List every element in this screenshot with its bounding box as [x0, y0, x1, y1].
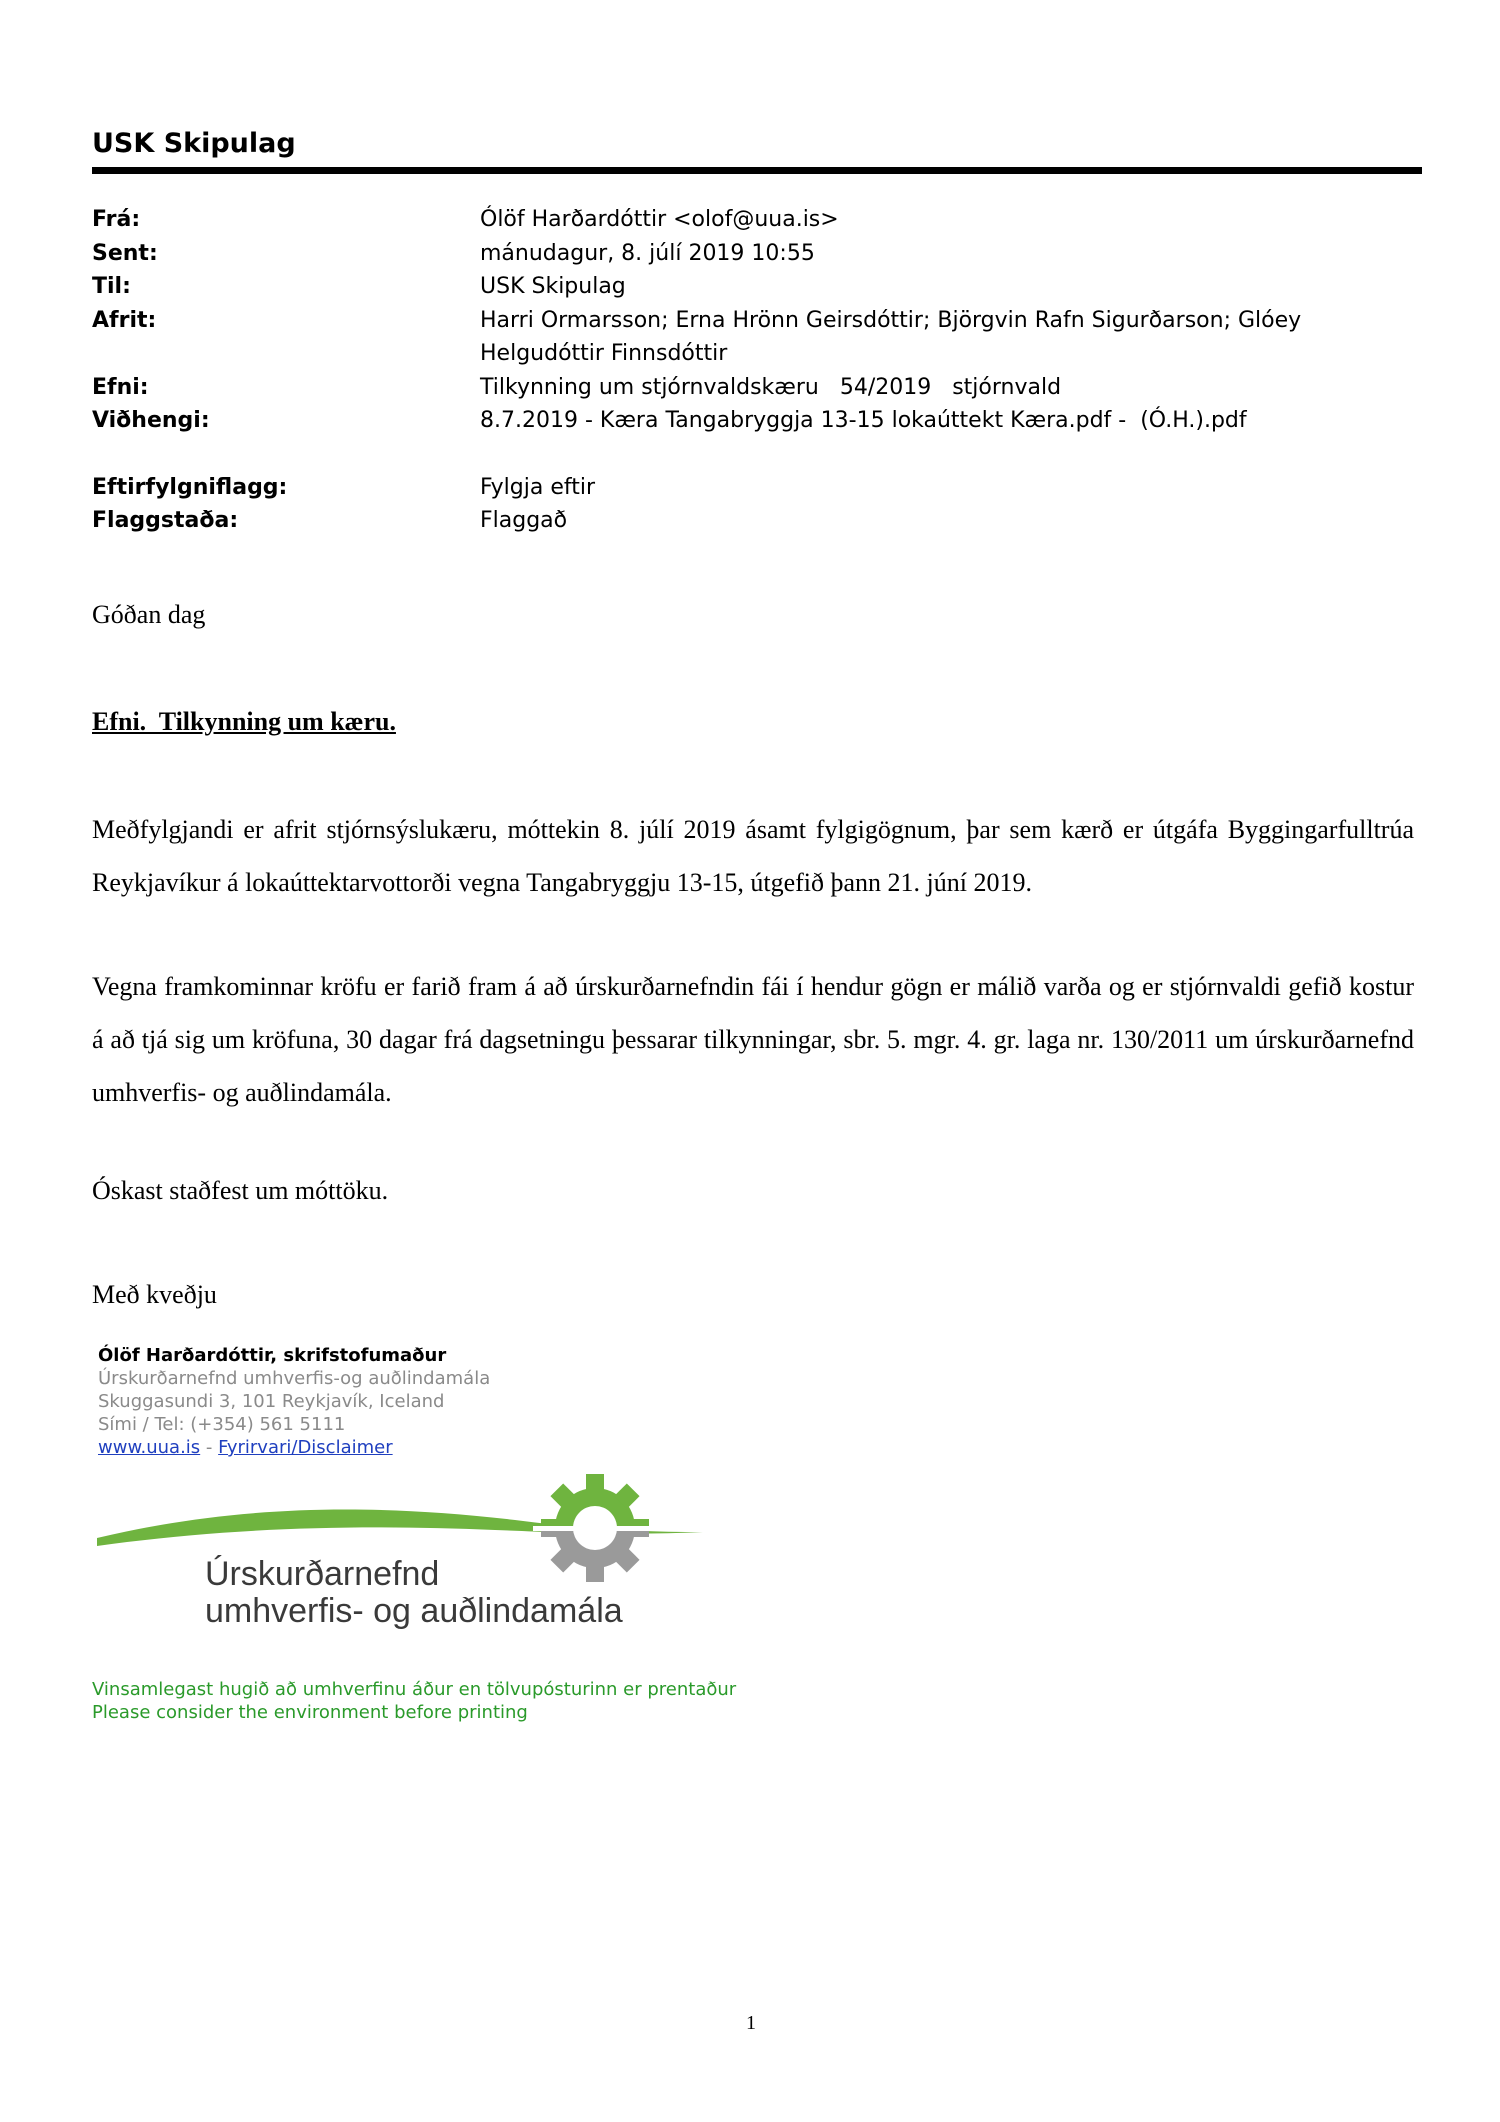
header-row-sent — [92, 237, 1422, 271]
environment-note-en: Please consider the environment before printing — [92, 1702, 528, 1723]
header-label-followup-flag: Eftirfylgniflagg: — [92, 474, 288, 500]
signature-address: Skuggasundi 3, 101 Reykjavík, Iceland — [98, 1391, 445, 1412]
header-row-to — [92, 270, 1422, 304]
header-label-subject: Efni: — [92, 374, 149, 400]
header-label-cc: Afrit: — [92, 307, 157, 333]
link-separator: - — [200, 1437, 219, 1458]
logo-text-line2: umhverfis- og auðlindamála — [205, 1592, 623, 1630]
header-row-flag-status — [92, 504, 1422, 538]
header-label-from: Frá: — [92, 207, 141, 232]
header-value-cc-line2: Helgudóttir Finnsdóttir — [480, 341, 728, 366]
header-value-from[interactable]: Ólöf Harðardóttir <olof@uua.is> — [480, 207, 839, 232]
header-row-cc — [92, 304, 1422, 371]
header-value-cc-line1: Harri Ormarsson; Erna Hrönn Geirsdóttir; Björgvin Rafn Sigurðarson; Glóey — [480, 307, 1302, 333]
signature-phone: Sími / Tel: (+354) 561 5111 — [98, 1414, 346, 1435]
body-subject-line: Efni. Tilkynning um kæru. — [92, 707, 396, 736]
signature-name: Ólöf Harðardóttir, skrifstofumaður — [98, 1345, 447, 1366]
header-row-attachments — [92, 404, 1422, 438]
header-label-to: Til: — [92, 274, 131, 299]
header-label-attachments: Viðhengi: — [92, 408, 210, 433]
header-row-subject — [92, 371, 1422, 405]
attachment-link[interactable]: 8.7.2019 - Kæra Tangabryggja 13-15 lokaúttekt Kæra.pdf - (Ó.H.).pdf — [480, 408, 1247, 433]
header-value-followup-flag: Fylgja eftir — [480, 474, 595, 500]
logo-text-line1: Úrskurðarnefnd — [205, 1555, 440, 1593]
environment-note-is: Vinsamlegast hugið að umhverfinu áður en tölvupósturinn er prentaður — [92, 1679, 737, 1700]
uua-logo — [95, 1470, 705, 1640]
website-link[interactable]: www.uua.is — [98, 1437, 201, 1458]
body-paragraph-2: Vegna framkominnar kröfu er farið fram á að úrskurðarnefndin fái í hendur gögn er málið varða og er stjórnvaldi gefið kostur á að tjá sig um kröfuna, 30 dagar frá dagsetningu þessarar tilkynningar, sbr. 5. mgr. 4. gr. laga nr. 130/2011 um úrskurðarnefnd umhverfis- og auðlindamála. — [92, 972, 1414, 1107]
header-label-flag-status: Flaggstaða: — [92, 508, 239, 533]
header-value-to: USK Skipulag — [480, 274, 626, 299]
header-value-flag-status: Flaggað — [480, 508, 568, 533]
disclaimer-link[interactable]: Fyrirvari/Disclaimer — [218, 1437, 393, 1458]
header-value-subject: Tilkynning um stjórnvaldskæru 54/2019 stjórnvald — [480, 374, 1062, 400]
header-value-cc — [480, 304, 1380, 371]
email-header-table — [92, 203, 1422, 538]
body-paragraph-1: Meðfylgjandi er afrit stjórnsýslukæru, móttekin 8. júlí 2019 ásamt fylgigögnum, þar sem kærð er útgáfa Byggingarfulltrúa Reykjavíkur á lokaúttektarvottorði vegna Tangabryggju 13-15, útgefið þann 21. júní 2019. — [92, 815, 1414, 897]
confirm-request: Óskast staðfest um móttöku. — [92, 1176, 389, 1205]
mailbox-title: USK Skipulag — [92, 128, 296, 159]
title-divider — [92, 167, 1422, 174]
header-label-sent: Sent: — [92, 240, 158, 266]
page-number: 1 — [746, 2012, 756, 2034]
greeting: Góðan dag — [92, 600, 206, 629]
header-row-followup-flag — [92, 471, 1422, 505]
header-row-from — [92, 203, 1422, 237]
header-value-sent: mánudagur, 8. júlí 2019 10:55 — [480, 240, 815, 266]
closing: Með kveðju — [92, 1280, 217, 1309]
signature-links — [98, 1436, 393, 1459]
signature-org: Úrskurðarnefnd umhverfis-og auðlindamála — [98, 1368, 491, 1389]
